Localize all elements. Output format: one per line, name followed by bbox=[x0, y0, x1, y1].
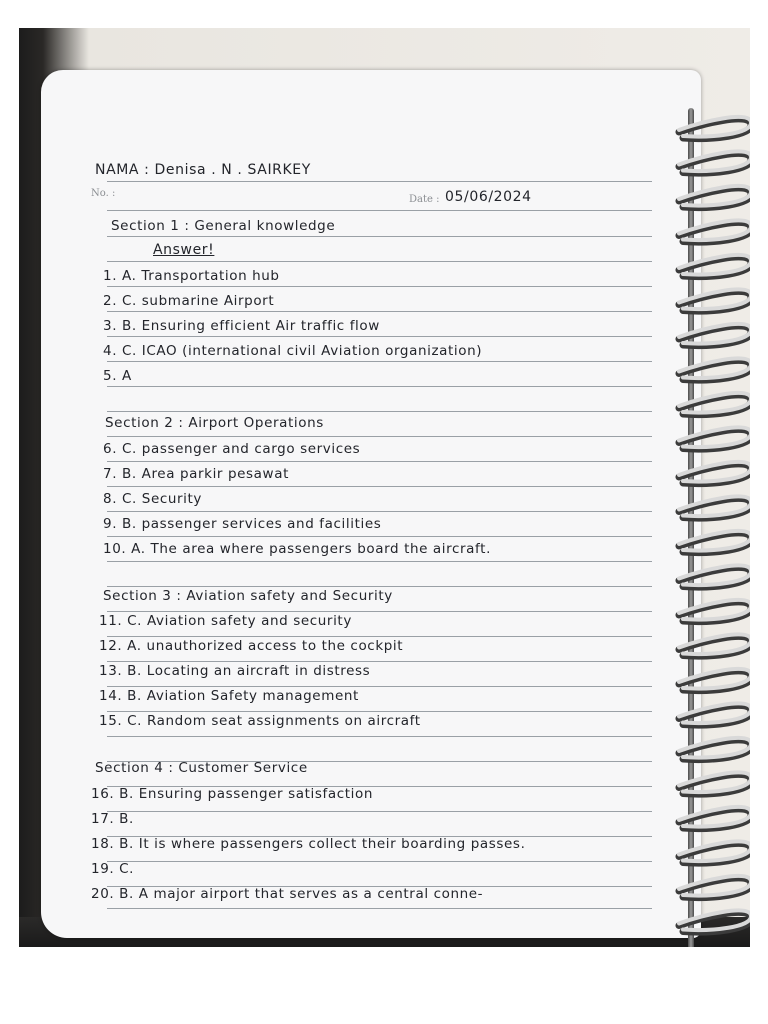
ruled-line bbox=[107, 711, 652, 712]
ruled-line bbox=[107, 636, 652, 637]
ruled-line bbox=[107, 210, 652, 211]
ruled-line bbox=[107, 486, 652, 487]
section-1-title: Section 1 : General knowledge bbox=[111, 218, 336, 234]
spiral-ring bbox=[679, 910, 750, 932]
answer-8: 8. C. Security bbox=[103, 491, 203, 507]
answer-6: 6. C. passenger and cargo services bbox=[103, 441, 361, 457]
spiral-ring bbox=[679, 496, 750, 518]
spiral-ring bbox=[679, 117, 750, 139]
spiral-binding bbox=[671, 106, 750, 947]
ruled-line bbox=[107, 181, 652, 182]
ruled-line bbox=[107, 411, 652, 412]
ruled-line bbox=[107, 736, 652, 737]
ruled-line bbox=[107, 586, 652, 587]
spiral-ring bbox=[679, 807, 750, 829]
photo-background bbox=[19, 28, 750, 947]
spiral-ring bbox=[679, 565, 750, 587]
answer-10: 10. A. The area where passengers board the aircraft. bbox=[103, 541, 491, 557]
ruled-line bbox=[107, 311, 652, 312]
answer-3: 3. B. Ensuring efficient Air traffic flow bbox=[103, 318, 380, 334]
answer-19: 19. C. bbox=[91, 861, 135, 877]
spiral-ring bbox=[679, 358, 750, 380]
no-label: No. : bbox=[91, 188, 116, 199]
ruled-line bbox=[107, 361, 652, 362]
answer-13: 13. B. Locating an aircraft in distress bbox=[99, 663, 371, 679]
section-3-title: Section 3 : Aviation safety and Security bbox=[103, 588, 393, 604]
ruled-line bbox=[107, 436, 652, 437]
spiral-ring bbox=[679, 289, 750, 311]
answer-2: 2. C. submarine Airport bbox=[103, 293, 275, 309]
ruled-line bbox=[107, 561, 652, 562]
ruled-line bbox=[107, 236, 652, 237]
ruled-line bbox=[107, 661, 652, 662]
ruled-line bbox=[107, 686, 652, 687]
spiral-ring bbox=[679, 634, 750, 656]
ruled-line bbox=[107, 286, 652, 287]
spiral-ring bbox=[679, 255, 750, 277]
answer-5: 5. A bbox=[103, 368, 132, 384]
spiral-ring bbox=[679, 841, 750, 863]
spiral-ring bbox=[679, 427, 750, 449]
spiral-ring bbox=[679, 600, 750, 622]
answer-4: 4. C. ICAO (international civil Aviation organization) bbox=[103, 343, 483, 359]
notebook-page bbox=[41, 70, 701, 938]
ruled-line bbox=[107, 908, 652, 909]
answer-20: 20. B. A major airport that serves as a central conne- bbox=[91, 886, 484, 902]
spiral-ring bbox=[679, 772, 750, 794]
spiral-ring bbox=[679, 151, 750, 173]
answer-18: 18. B. It is where passengers collect their boarding passes. bbox=[91, 836, 526, 852]
spiral-ring bbox=[679, 669, 750, 691]
ruled-line bbox=[107, 461, 652, 462]
spiral-ring bbox=[679, 738, 750, 760]
ruled-line bbox=[107, 511, 652, 512]
answer-17: 17. B. bbox=[91, 811, 134, 827]
answer-9: 9. B. passenger services and facilities bbox=[103, 516, 382, 532]
answer-12: 12. A. unauthorized access to the cockpit bbox=[99, 638, 404, 654]
ruled-line bbox=[107, 261, 652, 262]
spiral-ring bbox=[679, 462, 750, 484]
section-2-title: Section 2 : Airport Operations bbox=[105, 415, 324, 431]
answer-14: 14. B. Aviation Safety management bbox=[99, 688, 359, 704]
spiral-ring bbox=[679, 220, 750, 242]
spiral-ring bbox=[679, 393, 750, 415]
student-name: NAMA : Denisa . N . SAIRKEY bbox=[95, 162, 311, 178]
ruled-line bbox=[107, 386, 652, 387]
answer-7: 7. B. Area parkir pesawat bbox=[103, 466, 289, 482]
ruled-line bbox=[107, 861, 652, 862]
spiral-ring bbox=[679, 324, 750, 346]
ruled-line bbox=[107, 336, 652, 337]
date-value: 05/06/2024 bbox=[445, 189, 532, 205]
spiral-ring bbox=[679, 876, 750, 898]
ruled-line bbox=[107, 611, 652, 612]
answer-11: 11. C. Aviation safety and security bbox=[99, 613, 352, 629]
ruled-line bbox=[107, 811, 652, 812]
answer-1: 1. A. Transportation hub bbox=[103, 268, 280, 284]
ruled-line bbox=[107, 536, 652, 537]
answer-15: 15. C. Random seat assignments on aircraft bbox=[99, 713, 421, 729]
answer-heading: Answer! bbox=[153, 242, 215, 258]
spiral-ring bbox=[679, 703, 750, 725]
spiral-ring bbox=[679, 186, 750, 208]
spiral-ring bbox=[679, 531, 750, 553]
answer-16: 16. B. Ensuring passenger satisfaction bbox=[91, 786, 373, 802]
section-4-title: Section 4 : Customer Service bbox=[95, 760, 308, 776]
date-label: Date : bbox=[409, 194, 440, 205]
